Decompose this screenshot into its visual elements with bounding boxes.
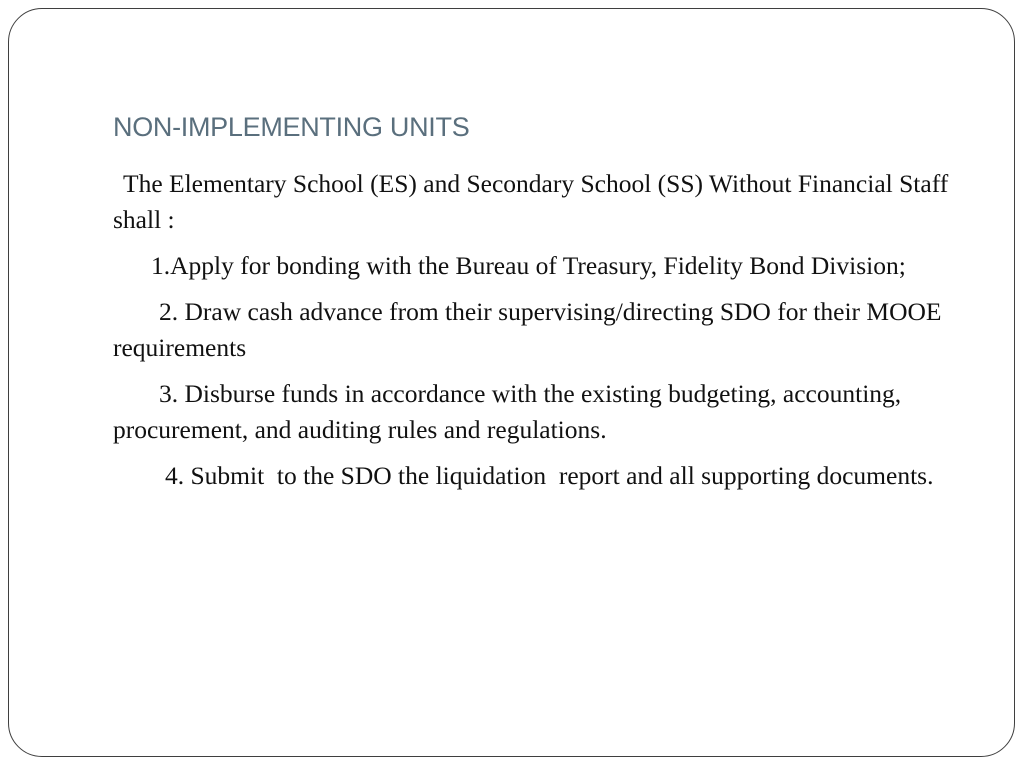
list-item-3: 3. Disburse funds in accordance with the existing budgeting, accounting, procurement, and auditing rules and regulations. <box>113 379 908 444</box>
intro-paragraph: The Elementary School (ES) and Secondary School (SS) Without Financial Staff shall : <box>113 169 955 234</box>
list-item-1: 1.Apply for bonding with the Bureau of Treasury, Fidelity Bond Division; <box>151 251 906 280</box>
slide-title: NON-IMPLEMENTING UNITS <box>113 112 470 142</box>
list-item-2: 2. Draw cash advance from their supervising/directing SDO for their MOOE requirements <box>113 297 948 362</box>
list-item-4: 4. Submit to the SDO the liquidation report and all supporting documents. <box>165 461 934 490</box>
slide-body <box>113 166 973 504</box>
